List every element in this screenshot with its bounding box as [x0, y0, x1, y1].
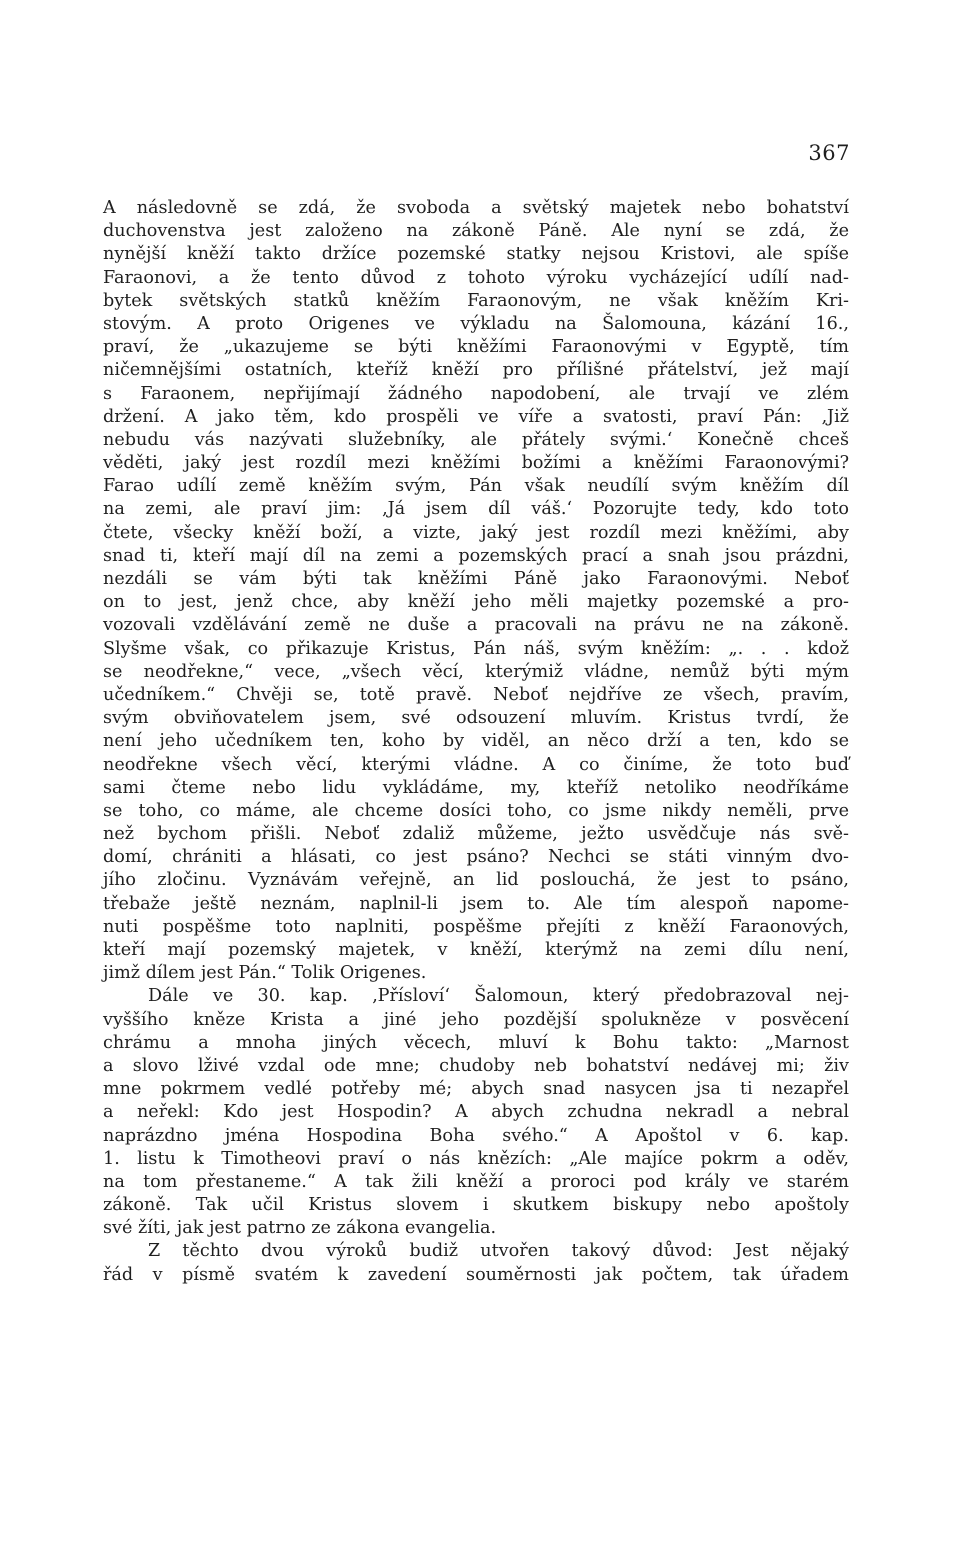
text-line: Faraonovi, a že tento důvod z tohoto výroku vycházející udílí nad- [103, 267, 849, 288]
text-line: mne pokrmem vedlé potřeby mé; abych snad nasycen jsa ti nezapřel [103, 1079, 849, 1100]
text-line: on to jest, jenž chce, aby kněží jeho měli majetky pozemské a pro- [103, 592, 849, 613]
text-line: jimž dílem jest Pán.“ Tolik Origenes. [103, 963, 427, 984]
text-line: své žíti, jak jest patrno ze zákona evangelia. [103, 1218, 497, 1239]
text-line: kteří mají pozemský majetek, v kněží, kterýmž na zemi dílu není, [103, 940, 849, 960]
text-line: domí, chrániti a hlásati, co jest psáno? Nechci se státi vinným dvo- [103, 847, 849, 868]
body-text [103, 197, 849, 1287]
text-line: Dále ve 30. kap. ‚Přísloví‘ Šalomoun, který předobrazoval nej- [148, 986, 849, 1007]
text-line: sami čteme nebo lidu vykládáme, my, kteříž netoliko neodříkáme [103, 777, 849, 798]
text-line: zákoně. Tak učil Kristus slovem i skutkem biskupy nebo apoštoly [103, 1195, 849, 1216]
text-line: s Faraonem, nepřijímají žádného napodobení, ale trvají ve zlém [103, 383, 849, 404]
text-line: nuti pospěšme toto naplniti, pospěšme přejíti z kněží Faraonových, [103, 916, 849, 937]
text-line: ničemnějšími ostatních, kteříž kněží pro přílišné přátelství, jež mají [103, 360, 849, 381]
text-line: než bychom přišli. Neboť zdaliž můžeme, ježto usvědčuje nás svě- [103, 824, 849, 845]
text-line: a neřekl: Kdo jest Hospodin? A abych zchudna nekradl a nebral [103, 1102, 849, 1123]
text-line: naprázdno jména Hospodina Boha svého.“ A Apoštol v 6. kap. [103, 1125, 849, 1146]
text-line: snad ti, kteří mají díl na zemi a pozemských prací a snah jsou prázdni, [103, 545, 849, 566]
text-line: A následovně se zdá, že svoboda a světský majetek nebo bohatství [103, 198, 849, 218]
text-line: Slyšme však, co přikazuje Kristus, Pán náš, svým kněžím: „. . . kdož [103, 638, 849, 659]
text-line: stovým. A proto Origenes ve výkladu na Šalomouna, kázání 16., [103, 313, 849, 334]
text-line: třebaže ještě neznám, naplnil-li jsem to. Ale tím alespoň napome- [103, 893, 849, 914]
text-line: Farao udílí země kněžím svým, Pán však neudílí svým kněžím díl [103, 476, 849, 497]
text-line: nebudu vás nazývati služebníky, ale přátely svými.‘ Konečně chceš [103, 429, 849, 450]
text-line: se toho, co máme, ale chceme dosíci toho, co jsme nikdy neměli, prve [103, 800, 849, 821]
text-line: na zemi, ale praví jim: ‚Já jsem díl váš.‘ Pozorujte tedy, kdo toto [103, 499, 849, 520]
text-line: učedníkem.“ Chvěji se, totě pravě. Neboť nejdříve ze všech, pravím, [103, 684, 849, 705]
text-line: chrámu a mnoha jiných věcech, mluví k Bohu takto: „Marnost [103, 1032, 849, 1053]
text-line: a slovo lživé vzdal ode mne; chudoby neb bohatství nedávej mi; živ [103, 1055, 849, 1076]
text-line: vyššího kněze Krista a jiné jeho pozdější spolukněze v posvěcení [103, 1009, 849, 1030]
text-line: 1. listu k Timotheovi praví o nás knězích: „Ale majíce pokrm a oděv, [103, 1148, 849, 1169]
text-line: duchovenstva jest založeno na zákoně Páně. Ale nyní se zdá, že [103, 221, 849, 242]
text-line: čtete, všecky kněží boží, a vizte, jaký jest rozdíl mezi kněžími, aby [103, 522, 849, 543]
page-number: 367 [808, 141, 850, 165]
text-line: bytek světských statků kněžím Faraonovým, ne však kněžím Kri- [103, 290, 849, 311]
text-line: Z těchto dvou výroků budiž utvořen takový důvod: Jest nějaký [148, 1241, 849, 1262]
text-line: řád v písmě svatém k zavedení souměrnosti jak počtem, tak úřadem [103, 1264, 849, 1285]
text-line: vozovali vzdělávání země ne duše a pracovali na právu ne na zákoně. [103, 615, 849, 636]
text-line: svým obviňovatelem jsem, své odsouzení mluvím. Kristus tvrdí, že [103, 708, 849, 729]
text-line: na tom přestaneme.“ A tak žili kněží a proroci pod krály ve starém [103, 1171, 849, 1192]
text-line: praví, že „ukazujeme se býti kněžími Faraonovými v Egyptě, tím [103, 337, 849, 358]
text-line: nynější kněží takto držíce pozemské statky nejsou Kristovi, ale spíše [103, 244, 849, 265]
text-line: jího zločinu. Vyznávám veřejně, an lid poslouchá, že jest to psáno, [103, 870, 849, 891]
text-line: neodřekne všech věcí, kterými vládne. A co činíme, že toto buď [103, 754, 849, 775]
text-line: nezdáli se vám býti tak kněžími Páně jako Faraonovými. Neboť [103, 569, 849, 589]
text-line: se neodřekne,“ vece, „všech věcí, kterýmiž vládne, nemůž býti mým [103, 661, 849, 682]
text-line: držení. A jako těm, kdo prospěli ve víře a svatosti, praví Pán: ‚Již [103, 406, 849, 427]
text-line: věděti, jaký jest rozdíl mezi kněžími božími a kněžími Faraonovými? [103, 453, 849, 474]
text-line: není jeho učedníkem ten, koho by viděl, an něco drží a ten, kdo se [103, 731, 849, 752]
